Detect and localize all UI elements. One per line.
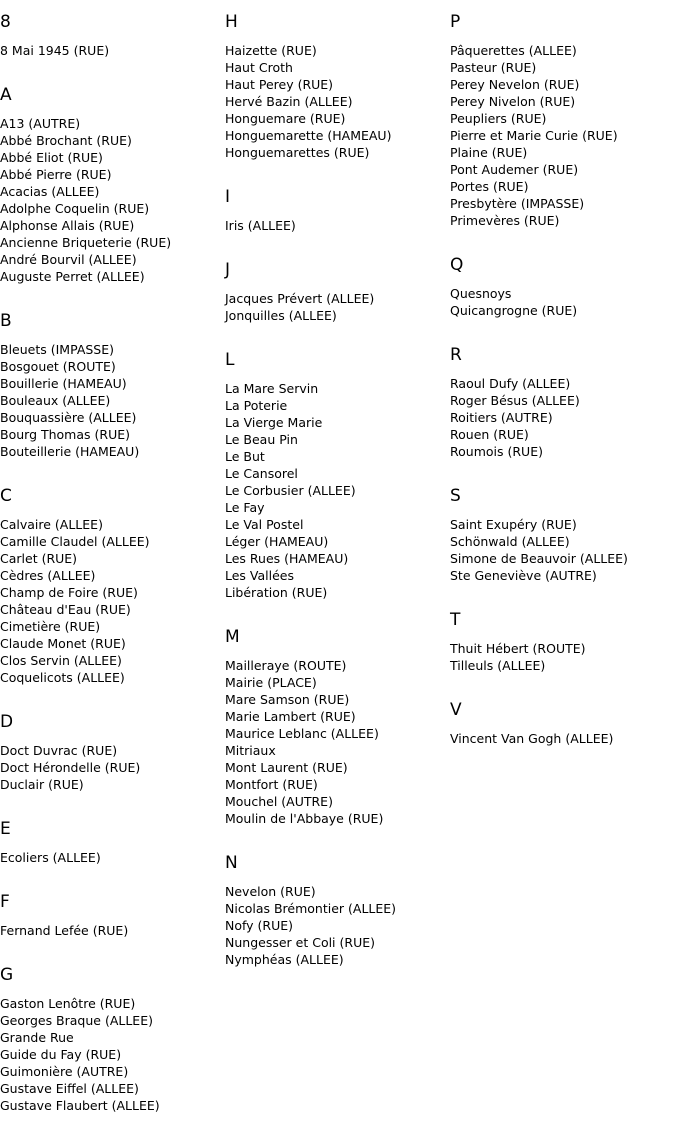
letter-group xyxy=(450,474,675,598)
letter-group xyxy=(0,474,225,700)
street-item: Haut Croth xyxy=(225,60,293,75)
letter-heading: E xyxy=(0,819,11,839)
street-list xyxy=(225,883,450,968)
street-item: Ste Geneviève (AUTRE) xyxy=(450,568,597,583)
letter-heading: I xyxy=(225,187,231,207)
street-list xyxy=(0,341,225,460)
street-item: Roitiers (AUTRE) xyxy=(450,410,553,425)
street-item: Carlet (RUE) xyxy=(0,551,78,566)
letter-heading: F xyxy=(0,892,10,912)
street-item: Cèdres (ALLEE) xyxy=(0,568,96,583)
street-item: Abbé Pierre (RUE) xyxy=(0,167,112,182)
street-list xyxy=(225,380,450,601)
street-item: Tilleuls (ALLEE) xyxy=(450,658,546,673)
street-item: Coquelicots (ALLEE) xyxy=(0,670,125,685)
street-list xyxy=(450,42,675,229)
street-item: Abbé Brochant (RUE) xyxy=(0,133,132,148)
street-item: Nicolas Brémontier (ALLEE) xyxy=(225,901,397,916)
group-spacer xyxy=(450,674,675,688)
street-item: Nungesser et Coli (RUE) xyxy=(225,935,375,950)
street-item: Libération (RUE) xyxy=(225,585,328,600)
street-item: Bleuets (IMPASSE) xyxy=(0,342,115,357)
street-item: Georges Braque (ALLEE) xyxy=(0,1013,153,1028)
street-item: Nevelon (RUE) xyxy=(225,884,316,899)
street-list xyxy=(450,516,675,584)
street-list xyxy=(450,375,675,460)
street-item: Marie Lambert (RUE) xyxy=(225,709,356,724)
street-item: Gustave Eiffel (ALLEE) xyxy=(0,1081,139,1096)
street-item: Bosgouet (ROUTE) xyxy=(0,359,116,374)
group-spacer xyxy=(225,234,450,248)
letter-group xyxy=(225,615,450,841)
street-item: Fernand Lefée (RUE) xyxy=(0,923,129,938)
street-item: Honguemare (RUE) xyxy=(225,111,346,126)
street-item: Les Vallées xyxy=(225,568,295,583)
street-item: Alphonse Allais (RUE) xyxy=(0,218,135,233)
street-item: Honguemarette (HAMEAU) xyxy=(225,128,392,143)
letter-heading: L xyxy=(225,350,235,370)
street-item: Gaston Lenôtre (RUE) xyxy=(0,996,136,1011)
letter-heading: Q xyxy=(450,255,464,275)
street-item: Quicangrogne (RUE) xyxy=(450,303,578,318)
street-list xyxy=(450,640,675,674)
street-item: Mouchel (AUTRE) xyxy=(225,794,333,809)
street-list xyxy=(450,730,675,747)
street-item: Le Corbusier (ALLEE) xyxy=(225,483,356,498)
group-spacer xyxy=(0,1114,225,1128)
street-list xyxy=(0,995,225,1114)
street-item: 8 Mai 1945 (RUE) xyxy=(0,43,110,58)
street-item: Mare Samson (RUE) xyxy=(225,692,350,707)
street-item: Doct Duvrac (RUE) xyxy=(0,743,118,758)
street-item: Bouquassière (ALLEE) xyxy=(0,410,137,425)
street-item: Claude Monet (RUE) xyxy=(0,636,126,651)
street-item: Le Beau Pin xyxy=(225,432,298,447)
letter-group xyxy=(0,0,225,73)
street-item: Le But xyxy=(225,449,265,464)
street-item: Guimonière (AUTRE) xyxy=(0,1064,129,1079)
letter-group xyxy=(225,841,450,982)
street-item: Vincent Van Gogh (ALLEE) xyxy=(450,731,614,746)
street-item: Iris (ALLEE) xyxy=(225,218,296,233)
street-item: Thuit Hébert (ROUTE) xyxy=(450,641,586,656)
letter-heading: B xyxy=(0,311,12,331)
group-spacer xyxy=(225,161,450,175)
letter-heading: J xyxy=(225,260,231,280)
group-spacer xyxy=(0,939,225,953)
street-item: Acacias (ALLEE) xyxy=(0,184,100,199)
street-item: Bouillerie (HAMEAU) xyxy=(0,376,127,391)
street-item: Jacques Prévert (ALLEE) xyxy=(225,291,375,306)
street-item: Pont Audemer (RUE) xyxy=(450,162,579,177)
letter-heading: G xyxy=(0,965,14,985)
street-item: Duclair (RUE) xyxy=(0,777,84,792)
street-item: Jonquilles (ALLEE) xyxy=(225,308,337,323)
index-column xyxy=(225,0,450,1131)
street-list xyxy=(450,285,675,319)
street-item: La Mare Servin xyxy=(225,381,319,396)
group-spacer xyxy=(450,747,675,761)
street-item: Roger Bésus (ALLEE) xyxy=(450,393,580,408)
street-item: Simone de Beauvoir (ALLEE) xyxy=(450,551,628,566)
letter-heading: D xyxy=(0,712,14,732)
street-item: Bourg Thomas (RUE) xyxy=(0,427,130,442)
index-column xyxy=(450,0,675,1131)
street-item: Portes (RUE) xyxy=(450,179,529,194)
street-item: Mailleraye (ROUTE) xyxy=(225,658,347,673)
street-item: Haizette (RUE) xyxy=(225,43,317,58)
group-spacer xyxy=(225,324,450,338)
street-item: Abbé Eliot (RUE) xyxy=(0,150,103,165)
letter-group xyxy=(0,73,225,299)
letter-group xyxy=(0,953,225,1128)
group-spacer xyxy=(450,229,675,243)
street-item: Hervé Bazin (ALLEE) xyxy=(225,94,353,109)
letter-group xyxy=(0,880,225,953)
street-item: Ecoliers (ALLEE) xyxy=(0,850,101,865)
street-item: Le Cansorel xyxy=(225,466,298,481)
street-item: Champ de Foire (RUE) xyxy=(0,585,138,600)
street-item: Léger (HAMEAU) xyxy=(225,534,329,549)
letter-heading: S xyxy=(450,486,461,506)
index-column xyxy=(0,0,225,1131)
letter-heading: T xyxy=(450,610,461,630)
letter-group xyxy=(0,807,225,880)
letter-heading: 8 xyxy=(0,12,11,32)
street-item: Bouteillerie (HAMEAU) xyxy=(0,444,140,459)
group-spacer xyxy=(450,460,675,474)
street-item: Ancienne Briqueterie (RUE) xyxy=(0,235,172,250)
street-item: Grande Rue xyxy=(0,1030,74,1045)
street-item: Haut Perey (RUE) xyxy=(225,77,334,92)
letter-heading: P xyxy=(450,12,461,32)
street-item: Château d'Eau (RUE) xyxy=(0,602,131,617)
street-list xyxy=(0,42,225,59)
street-item: Pasteur (RUE) xyxy=(450,60,537,75)
street-item: Roumois (RUE) xyxy=(450,444,543,459)
letter-group xyxy=(0,299,225,474)
group-spacer xyxy=(0,793,225,807)
street-item: Honguemarettes (RUE) xyxy=(225,145,370,160)
letter-group xyxy=(225,338,450,615)
street-item: Nymphéas (ALLEE) xyxy=(225,952,344,967)
street-item: Maurice Leblanc (ALLEE) xyxy=(225,726,379,741)
street-item: Le Fay xyxy=(225,500,265,515)
street-item: La Poterie xyxy=(225,398,288,413)
street-item: Cimetière (RUE) xyxy=(0,619,101,634)
street-list xyxy=(0,516,225,686)
letter-heading: C xyxy=(0,486,12,506)
street-item: A13 (AUTRE) xyxy=(0,116,81,131)
street-item: André Bourvil (ALLEE) xyxy=(0,252,137,267)
street-item: Raoul Dufy (ALLEE) xyxy=(450,376,571,391)
street-item: Calvaire (ALLEE) xyxy=(0,517,103,532)
street-item: Mont Laurent (RUE) xyxy=(225,760,348,775)
street-item: Bouleaux (ALLEE) xyxy=(0,393,111,408)
street-item: Mairie (PLACE) xyxy=(225,675,317,690)
street-item: Pierre et Marie Curie (RUE) xyxy=(450,128,618,143)
street-item: Rouen (RUE) xyxy=(450,427,529,442)
letter-group xyxy=(450,333,675,474)
street-list xyxy=(225,290,450,324)
street-item: Saint Exupéry (RUE) xyxy=(450,517,577,532)
group-spacer xyxy=(450,584,675,598)
street-item: Montfort (RUE) xyxy=(225,777,318,792)
letter-group xyxy=(225,248,450,338)
letter-heading: N xyxy=(225,853,238,873)
street-item: Primevères (RUE) xyxy=(450,213,560,228)
letter-heading: M xyxy=(225,627,240,647)
group-spacer xyxy=(0,686,225,700)
street-item: Les Rues (HAMEAU) xyxy=(225,551,349,566)
street-list xyxy=(0,922,225,939)
street-item: Perey Nevelon (RUE) xyxy=(450,77,580,92)
street-item: Clos Servin (ALLEE) xyxy=(0,653,122,668)
street-item: Gustave Flaubert (ALLEE) xyxy=(0,1098,160,1113)
letter-group xyxy=(225,0,450,175)
street-item: Moulin de l'Abbaye (RUE) xyxy=(225,811,384,826)
street-item: Perey Nivelon (RUE) xyxy=(450,94,576,109)
letter-group xyxy=(450,688,675,761)
street-item: Guide du Fay (RUE) xyxy=(0,1047,122,1062)
letter-group xyxy=(450,0,675,243)
letter-group xyxy=(0,700,225,807)
group-spacer xyxy=(0,59,225,73)
street-item: Doct Hérondelle (RUE) xyxy=(0,760,141,775)
group-spacer xyxy=(0,460,225,474)
street-list xyxy=(225,42,450,161)
street-list xyxy=(0,115,225,285)
street-item: Auguste Perret (ALLEE) xyxy=(0,269,145,284)
street-item: Mitriaux xyxy=(225,743,276,758)
group-spacer xyxy=(225,968,450,982)
street-item: Nofy (RUE) xyxy=(225,918,294,933)
street-item: Presbytère (IMPASSE) xyxy=(450,196,585,211)
group-spacer xyxy=(0,866,225,880)
letter-heading: V xyxy=(450,700,462,720)
street-list xyxy=(0,849,225,866)
letter-group xyxy=(225,175,450,248)
street-item: Quesnoys xyxy=(450,286,512,301)
street-item: La Vierge Marie xyxy=(225,415,323,430)
letter-group xyxy=(450,598,675,688)
street-item: Camille Claudel (ALLEE) xyxy=(0,534,150,549)
street-list xyxy=(0,742,225,793)
street-item: Peupliers (RUE) xyxy=(450,111,547,126)
street-list xyxy=(225,217,450,234)
street-list xyxy=(225,657,450,827)
letter-heading: R xyxy=(450,345,462,365)
street-item: Adolphe Coquelin (RUE) xyxy=(0,201,150,216)
letter-heading: A xyxy=(0,85,12,105)
group-spacer xyxy=(225,827,450,841)
street-item: Schönwald (ALLEE) xyxy=(450,534,570,549)
street-item: Pâquerettes (ALLEE) xyxy=(450,43,577,58)
group-spacer xyxy=(450,319,675,333)
group-spacer xyxy=(0,285,225,299)
street-item: Plaine (RUE) xyxy=(450,145,528,160)
group-spacer xyxy=(225,601,450,615)
street-item: Le Val Postel xyxy=(225,517,304,532)
letter-group xyxy=(450,243,675,333)
letter-heading: H xyxy=(225,12,238,32)
